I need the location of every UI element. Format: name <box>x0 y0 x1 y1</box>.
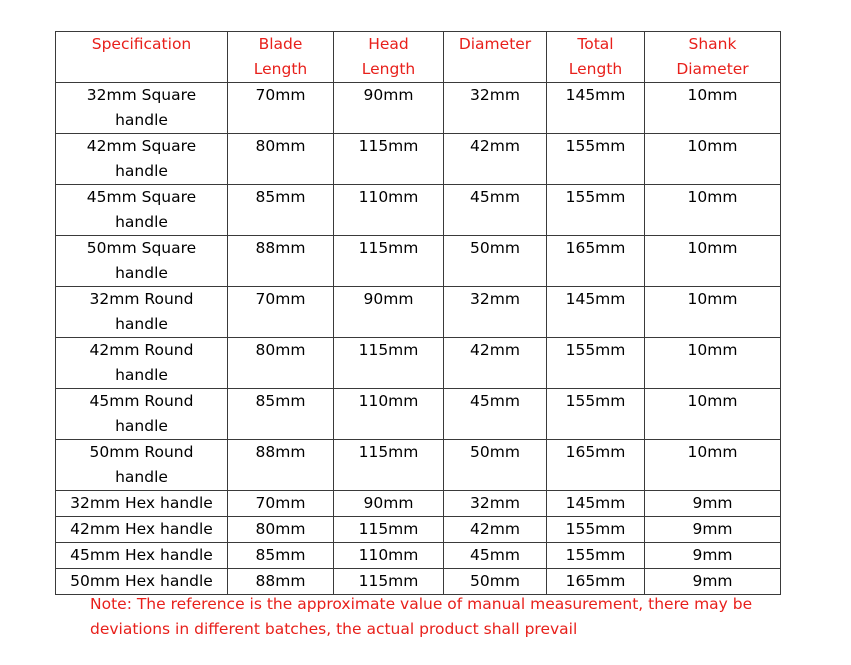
table-row <box>56 389 781 440</box>
table-row <box>56 517 781 543</box>
value-cell: 80mm <box>228 517 334 543</box>
table-row <box>56 440 781 491</box>
value-cell: 165mm <box>547 236 645 287</box>
spec-cell <box>56 440 228 491</box>
spec-cell-line: 45mm Square <box>86 188 197 206</box>
column-header-line: Specification <box>91 35 192 53</box>
value-cell: 50mm <box>444 440 547 491</box>
spec-cell-line: 45mm Round <box>89 392 194 410</box>
spec-cell-line: handle <box>115 162 168 180</box>
column-header <box>444 32 547 83</box>
spec-cell <box>56 543 228 569</box>
value-cell: 110mm <box>334 389 444 440</box>
spec-cell-line: 50mm Hex handle <box>70 572 213 590</box>
spec-cell <box>56 517 228 543</box>
spec-cell <box>56 491 228 517</box>
value-cell: 155mm <box>547 389 645 440</box>
column-header-line: Diameter <box>458 35 532 53</box>
table-row <box>56 83 781 134</box>
value-cell: 165mm <box>547 569 645 595</box>
spec-cell <box>56 134 228 185</box>
value-cell: 90mm <box>334 491 444 517</box>
spec-cell-line: 45mm Hex handle <box>70 546 213 564</box>
value-cell: 10mm <box>645 338 781 389</box>
value-cell: 42mm <box>444 134 547 185</box>
value-cell: 165mm <box>547 440 645 491</box>
value-cell: 42mm <box>444 517 547 543</box>
column-header <box>547 32 645 83</box>
table-row <box>56 569 781 595</box>
value-cell: 10mm <box>645 236 781 287</box>
table-row <box>56 185 781 236</box>
value-cell: 32mm <box>444 491 547 517</box>
value-cell: 115mm <box>334 134 444 185</box>
spec-cell-line: handle <box>115 315 168 333</box>
spec-cell-line: handle <box>115 264 168 282</box>
value-cell: 115mm <box>334 569 444 595</box>
value-cell: 70mm <box>228 287 334 338</box>
value-cell: 70mm <box>228 83 334 134</box>
column-header-line: Length <box>361 60 416 78</box>
column-header-line: Blade <box>258 35 303 53</box>
spec-cell <box>56 287 228 338</box>
value-cell: 145mm <box>547 491 645 517</box>
spec-cell <box>56 389 228 440</box>
value-cell: 9mm <box>645 491 781 517</box>
column-header <box>645 32 781 83</box>
value-cell: 88mm <box>228 236 334 287</box>
value-cell: 155mm <box>547 517 645 543</box>
column-header <box>228 32 334 83</box>
table-row <box>56 236 781 287</box>
value-cell: 85mm <box>228 543 334 569</box>
table-row <box>56 543 781 569</box>
note-line: deviations in different batches, the actual product shall prevail <box>90 620 578 638</box>
value-cell: 50mm <box>444 236 547 287</box>
value-cell: 10mm <box>645 287 781 338</box>
table-row <box>56 338 781 389</box>
table-body <box>56 83 781 595</box>
value-cell: 70mm <box>228 491 334 517</box>
value-cell: 85mm <box>228 185 334 236</box>
column-header-line: Total <box>577 35 614 53</box>
value-cell: 115mm <box>334 517 444 543</box>
value-cell: 42mm <box>444 338 547 389</box>
value-cell: 80mm <box>228 134 334 185</box>
value-cell: 155mm <box>547 543 645 569</box>
value-cell: 10mm <box>645 83 781 134</box>
table-row <box>56 287 781 338</box>
spec-cell-line: 32mm Hex handle <box>70 494 213 512</box>
value-cell: 145mm <box>547 83 645 134</box>
spec-cell-line: 50mm Square <box>86 239 197 257</box>
spec-cell-line: 42mm Square <box>86 137 197 155</box>
value-cell: 90mm <box>334 287 444 338</box>
spec-cell <box>56 236 228 287</box>
value-cell: 88mm <box>228 440 334 491</box>
spec-table <box>55 31 781 595</box>
note-text <box>90 592 790 642</box>
column-header-line: Diameter <box>676 60 749 78</box>
column-header-line: Head <box>368 35 409 53</box>
value-cell: 45mm <box>444 185 547 236</box>
spec-cell-line: handle <box>115 366 168 384</box>
value-cell: 45mm <box>444 389 547 440</box>
value-cell: 115mm <box>334 440 444 491</box>
value-cell: 32mm <box>444 287 547 338</box>
value-cell: 90mm <box>334 83 444 134</box>
value-cell: 10mm <box>645 389 781 440</box>
spec-cell <box>56 338 228 389</box>
value-cell: 155mm <box>547 134 645 185</box>
value-cell: 155mm <box>547 185 645 236</box>
value-cell: 45mm <box>444 543 547 569</box>
column-header-line: Shank <box>688 35 737 53</box>
value-cell: 32mm <box>444 83 547 134</box>
column-header <box>334 32 444 83</box>
spec-cell-line: 32mm Square <box>86 86 197 104</box>
value-cell: 115mm <box>334 236 444 287</box>
value-cell: 88mm <box>228 569 334 595</box>
spec-cell-line: handle <box>115 417 168 435</box>
table-header-row <box>56 32 781 83</box>
spec-cell-line: 32mm Round <box>89 290 194 308</box>
value-cell: 9mm <box>645 569 781 595</box>
value-cell: 115mm <box>334 338 444 389</box>
value-cell: 155mm <box>547 338 645 389</box>
value-cell: 10mm <box>645 134 781 185</box>
spec-cell <box>56 185 228 236</box>
note-line: Note: The reference is the approximate value of manual measurement, there may be <box>90 595 753 613</box>
value-cell: 80mm <box>228 338 334 389</box>
value-cell: 145mm <box>547 287 645 338</box>
spec-cell <box>56 569 228 595</box>
value-cell: 50mm <box>444 569 547 595</box>
spec-cell-line: handle <box>115 111 168 129</box>
spec-cell-line: 42mm Hex handle <box>70 520 213 538</box>
spec-cell <box>56 83 228 134</box>
table-row <box>56 491 781 517</box>
table-row <box>56 134 781 185</box>
column-header-line: Length <box>253 60 308 78</box>
column-header-line: Length <box>568 60 623 78</box>
value-cell: 10mm <box>645 185 781 236</box>
value-cell: 10mm <box>645 440 781 491</box>
value-cell: 9mm <box>645 543 781 569</box>
value-cell: 110mm <box>334 185 444 236</box>
value-cell: 110mm <box>334 543 444 569</box>
value-cell: 9mm <box>645 517 781 543</box>
spec-cell-line: 42mm Round <box>89 341 194 359</box>
spec-cell-line: handle <box>115 468 168 486</box>
spec-cell-line: handle <box>115 213 168 231</box>
spec-cell-line: 50mm Round <box>89 443 194 461</box>
column-header <box>56 32 228 83</box>
value-cell: 85mm <box>228 389 334 440</box>
